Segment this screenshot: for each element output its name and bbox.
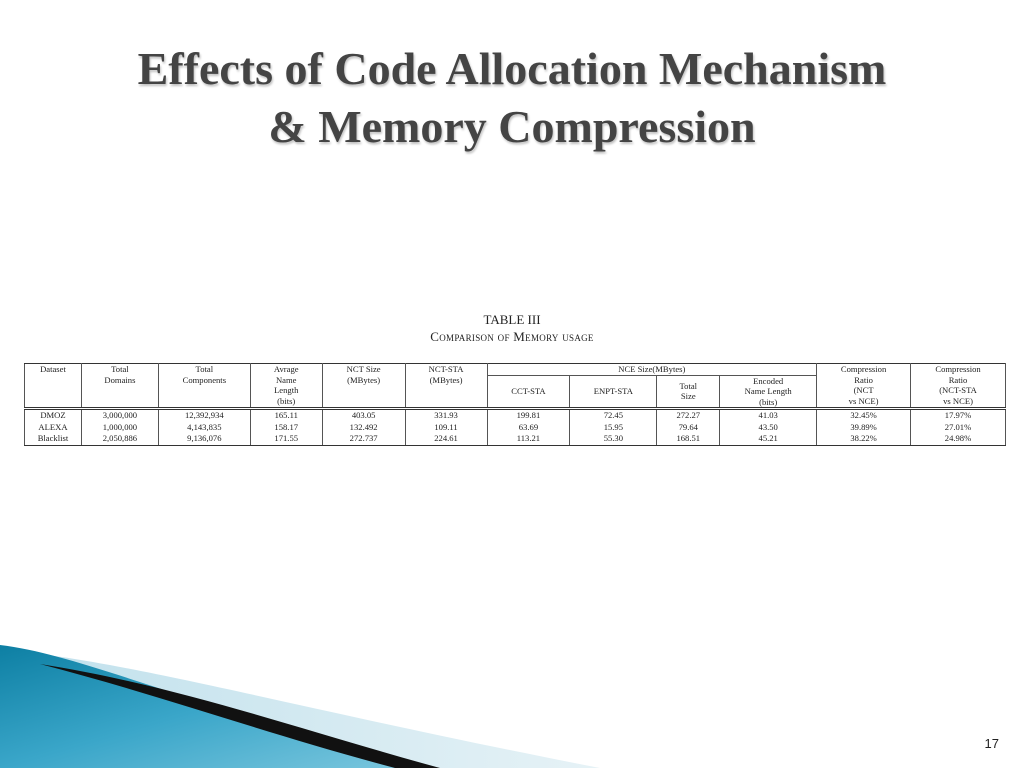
cell-total-domains: 1,000,000 — [81, 422, 158, 434]
cell-total-components: 4,143,835 — [158, 422, 250, 434]
cell-cct-sta: 113.21 — [487, 433, 570, 445]
slide-title-line-2: & Memory Compression — [268, 101, 756, 152]
cell-cct-sta: 63.69 — [487, 422, 570, 434]
header-enpt-sta: ENPT-STA — [570, 375, 657, 409]
table-row — [25, 409, 1006, 422]
cell-avg-name-length: 165.11 — [250, 409, 322, 422]
table-row — [25, 433, 1006, 445]
cell-avg-name-length: 171.55 — [250, 433, 322, 445]
cell-encoded-name-length: 41.03 — [720, 409, 817, 422]
cell-dataset: DMOZ — [25, 409, 82, 422]
cell-compression-nct-sta: 24.98% — [911, 433, 1006, 445]
cell-enpt-sta: 55.30 — [570, 433, 657, 445]
cell-encoded-name-length: 45.21 — [720, 433, 817, 445]
cell-enpt-sta: 15.95 — [570, 422, 657, 434]
cell-encoded-name-length: 43.50 — [720, 422, 817, 434]
table-row — [25, 422, 1006, 434]
header-cct-sta: CCT-STA — [487, 375, 570, 409]
cell-nct-sta: 109.11 — [405, 422, 487, 434]
header-avg-name-length: Avrage Name Length (bits) — [250, 364, 322, 409]
cell-nct-size: 132.492 — [322, 422, 405, 434]
cell-dataset: ALEXA — [25, 422, 82, 434]
header-compression-nct-sta: Compression Ratio (NCT-STA vs NCE) — [911, 364, 1006, 409]
cell-compression-nct: 38.22% — [817, 433, 911, 445]
header-nct-size: NCT Size (MBytes) — [322, 364, 405, 409]
slide-title-line-1: Effects of Code Allocation Mechanism — [137, 43, 887, 94]
cell-nct-size: 403.05 — [322, 409, 405, 422]
cell-nct-size: 272.737 — [322, 433, 405, 445]
cell-total-components: 12,392,934 — [158, 409, 250, 422]
cell-total-size: 272.27 — [657, 409, 720, 422]
header-total-size: Total Size — [657, 375, 720, 409]
cell-total-domains: 2,050,886 — [81, 433, 158, 445]
cell-total-size: 168.51 — [657, 433, 720, 445]
cell-cct-sta: 199.81 — [487, 409, 570, 422]
header-encoded-name-length: Encoded Name Length (bits) — [720, 375, 817, 409]
cell-nct-sta: 224.61 — [405, 433, 487, 445]
slide-title — [0, 40, 1024, 156]
table-caption-title: Comparison of Memory usage — [430, 329, 594, 344]
header-nct-sta: NCT-STA (MBytes) — [405, 364, 487, 409]
cell-nct-sta: 331.93 — [405, 409, 487, 422]
page-number: 17 — [984, 736, 999, 751]
cell-total-size: 79.64 — [657, 422, 720, 434]
cell-compression-nct: 39.89% — [817, 422, 911, 434]
table-caption-label: TABLE III — [483, 312, 541, 327]
header-dataset: Dataset — [25, 364, 82, 409]
table-caption — [0, 312, 1024, 346]
cell-compression-nct: 32.45% — [817, 409, 911, 422]
cell-compression-nct-sta: 27.01% — [911, 422, 1006, 434]
cell-total-domains: 3,000,000 — [81, 409, 158, 422]
cell-avg-name-length: 158.17 — [250, 422, 322, 434]
cell-dataset: Blacklist — [25, 433, 82, 445]
memory-usage-table — [24, 363, 1006, 446]
decorative-corner-swoosh — [0, 640, 1024, 768]
header-compression-nct: Compression Ratio (NCT vs NCE) — [817, 364, 911, 409]
cell-compression-nct-sta: 17.97% — [911, 409, 1006, 422]
cell-total-components: 9,136,076 — [158, 433, 250, 445]
header-nce-size-group: NCE Size(MBytes) — [487, 364, 817, 376]
cell-enpt-sta: 72.45 — [570, 409, 657, 422]
header-total-components: Total Components — [158, 364, 250, 409]
table-header-row — [25, 364, 1006, 376]
header-total-domains: Total Domains — [81, 364, 158, 409]
